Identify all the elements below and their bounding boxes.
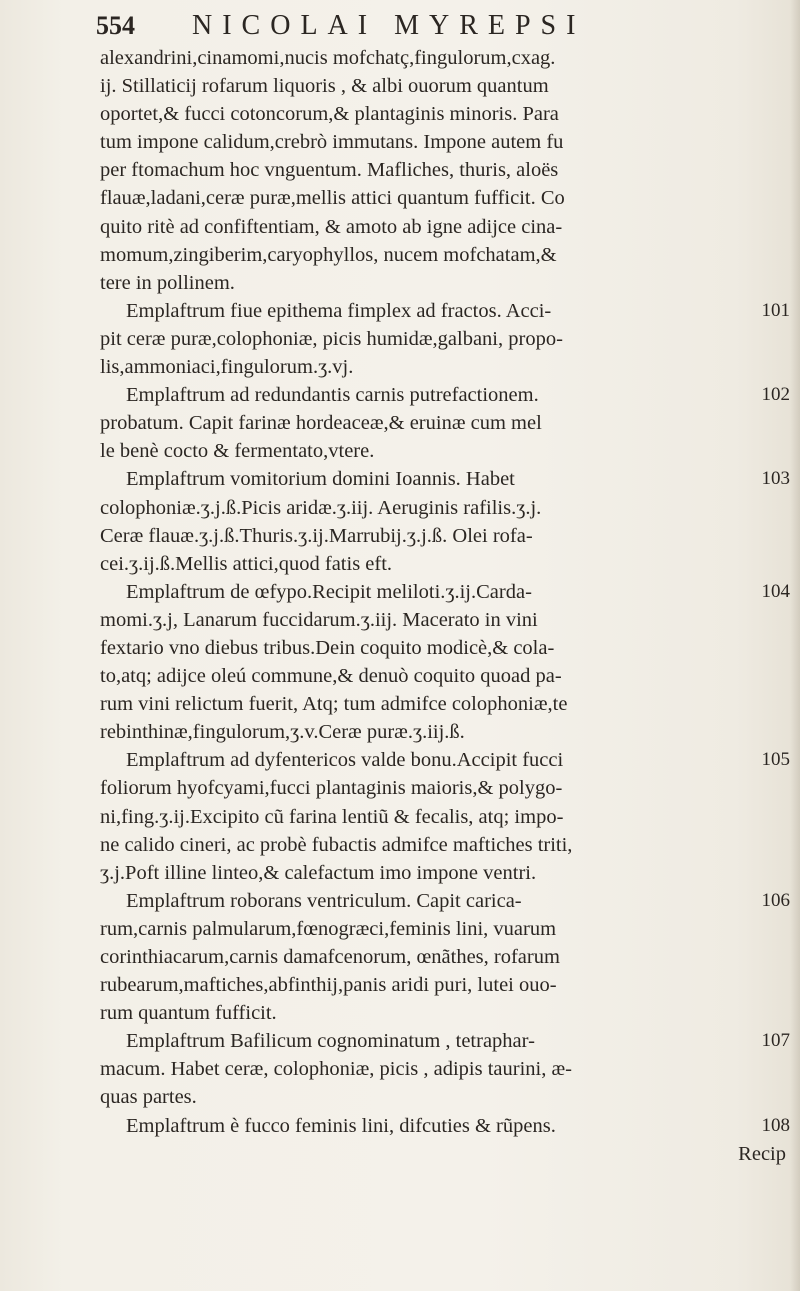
text-line [100, 269, 790, 297]
line-text: momi.ʒ.j, Lanarum fuccidarum.ʒ.iij. Macerato in vini [100, 608, 538, 631]
text-line [100, 72, 790, 100]
text-line [100, 522, 790, 550]
text-line [100, 297, 790, 325]
text-line [100, 241, 790, 269]
line-text: flauæ,ladani,ceræ puræ,mellis attici quantum fufficit. Co [100, 187, 565, 210]
line-text: ni,fing.ʒ.ij.Excipito cũ farina lentiũ & fecalis, atq; impo- [100, 805, 564, 828]
page-number: 554 [96, 11, 135, 40]
text-line [100, 690, 790, 718]
line-text: tum impone calidum,crebrò immutans. Impone autem fu [100, 131, 564, 154]
text-line [100, 971, 790, 999]
recipe-number: 105 [761, 749, 790, 771]
text-line [100, 409, 790, 437]
text-line [100, 999, 790, 1027]
line-text: ne calido cineri, ac probè fubactis admifce maftiches triti, [100, 833, 573, 856]
line-text: cei.ʒ.ij.ß.Mellis attici,quod fatis eft. [100, 552, 393, 575]
catchword-line [100, 1140, 790, 1168]
text-line [100, 1027, 790, 1055]
recipe-number: 108 [761, 1114, 790, 1136]
line-text: corinthiacarum,carnis damafcenorum, œnãthes, rofarum [100, 946, 560, 968]
text-line [100, 44, 790, 72]
line-text: rebinthinæ,fingulorum,ʒ.v.Ceræ puræ.ʒ.iij.ß. [100, 721, 465, 744]
line-text: lis,ammoniaci,fingulorum.ʒ.vj. [100, 356, 354, 379]
running-title: NICOLAI MYREPSI [192, 10, 586, 41]
text-line [100, 831, 790, 859]
text-line [100, 128, 790, 156]
line-text: Emplaftrum vomitorium domini Ioannis. Habet [126, 468, 515, 491]
line-text: Emplaftrum Bafilicum cognominatum , tetraphar- [126, 1030, 535, 1053]
text-line [100, 437, 790, 465]
line-text: Emplaftrum de œfypo.Recipit meliloti.ʒ.ij.Carda- [126, 580, 532, 603]
text-line [100, 859, 790, 887]
text-line [100, 746, 790, 774]
text-line [100, 381, 790, 409]
text-line [100, 353, 790, 381]
line-text: pit ceræ puræ,colophoniæ, picis humidæ,galbani, propo- [100, 327, 563, 350]
line-text: rubearum,maftiches,abfinthij,panis aridi puri, lutei ouo- [100, 974, 557, 997]
line-text: foliorum hyofcyami,fucci plantaginis maioris,& polygo- [100, 777, 563, 800]
text-line [100, 550, 790, 578]
line-text: quito ritè ad confiftentiam, & amoto ab igne adijce cina- [100, 215, 563, 238]
text-line [100, 465, 790, 493]
line-text: Emplaftrum ad dyfentericos valde bonu.Accipit fucci [126, 749, 564, 772]
text-line [100, 634, 790, 662]
catchword: Recip [738, 1142, 786, 1165]
text-line [100, 184, 790, 212]
recipe-number: 107 [761, 1030, 790, 1052]
line-text: oportet,& fucci cotoncorum,& plantaginis minoris. Para [100, 103, 559, 126]
page-edge-shadow [790, 0, 800, 1291]
recipe-number: 103 [761, 468, 790, 490]
line-text: per ftomachum hoc vnguentum. Mafliches, thuris, aloës [100, 159, 559, 182]
text-line [100, 1112, 790, 1140]
line-text: alexandrini,cinamomi,nucis mofchatç,fingulorum,cxag. [100, 47, 556, 69]
line-text: ʒ.j.Poft illine linteo,& calefactum imo impone ventri. [100, 861, 537, 884]
line-text: momum,zingiberim,caryophyllos, nucem mofchatam,& [100, 243, 557, 266]
line-text: ij. Stillaticij rofarum liquoris , & albi ouorum quantum [100, 75, 549, 98]
line-text: rum quantum fufficit. [100, 1002, 277, 1025]
line-text: Emplaftrum è fucco feminis lini, difcuties & rũpens. [126, 1114, 556, 1137]
text-line [100, 213, 790, 241]
text-line [100, 1083, 790, 1111]
line-text: rum,carnis palmularum,fœnogræci,feminis lini, vuarum [100, 917, 557, 940]
text-line [100, 662, 790, 690]
line-text: quas partes. [100, 1086, 197, 1109]
text-line [100, 774, 790, 802]
recipe-number: 106 [761, 889, 790, 911]
text-line [100, 606, 790, 634]
line-text: tere in pollinem. [100, 271, 235, 294]
text-line [100, 915, 790, 943]
page-header [96, 6, 776, 46]
line-text: le benè cocto & fermentato,vtere. [100, 440, 375, 463]
text-line [100, 325, 790, 353]
line-text: probatum. Capit farinæ hordeaceæ,& eruinæ cum mel [100, 412, 542, 435]
text-line [100, 718, 790, 746]
body-text [100, 44, 790, 1168]
line-text: Emplaftrum roborans ventriculum. Capit carica- [126, 889, 522, 912]
text-line [100, 803, 790, 831]
recipe-number: 101 [761, 299, 790, 321]
text-line [100, 887, 790, 915]
recipe-number: 104 [761, 580, 790, 602]
line-text: Ceræ flauæ.ʒ.j.ß.Thuris.ʒ.ij.Marrubij.ʒ.j.ß. Olei rofa- [100, 524, 533, 547]
text-line [100, 100, 790, 128]
line-text: fextario vno diebus tribus.Dein coquito modicè,& cola- [100, 636, 555, 659]
text-line [100, 1055, 790, 1083]
line-text: Emplaftrum ad redundantis carnis putrefactionem. [126, 384, 539, 407]
line-text: Emplaftrum fiue epithema fimplex ad fractos. Acci- [126, 299, 552, 322]
line-text: macum. Habet ceræ, colophoniæ, picis , adipis taurini, æ- [100, 1058, 572, 1081]
line-text: rum vini relictum fuerit, Atq; tum admifce colophoniæ,te [100, 693, 568, 716]
line-text: to,atq; adijce oleú commune,& denuò coquito quoad pa- [100, 665, 562, 688]
text-line [100, 494, 790, 522]
text-line [100, 156, 790, 184]
text-line [100, 578, 790, 606]
text-line [100, 943, 790, 971]
line-text: colophoniæ.ʒ.j.ß.Picis aridæ.ʒ.iij. Aeruginis rafilis.ʒ.j. [100, 496, 542, 519]
recipe-number: 102 [761, 384, 790, 406]
